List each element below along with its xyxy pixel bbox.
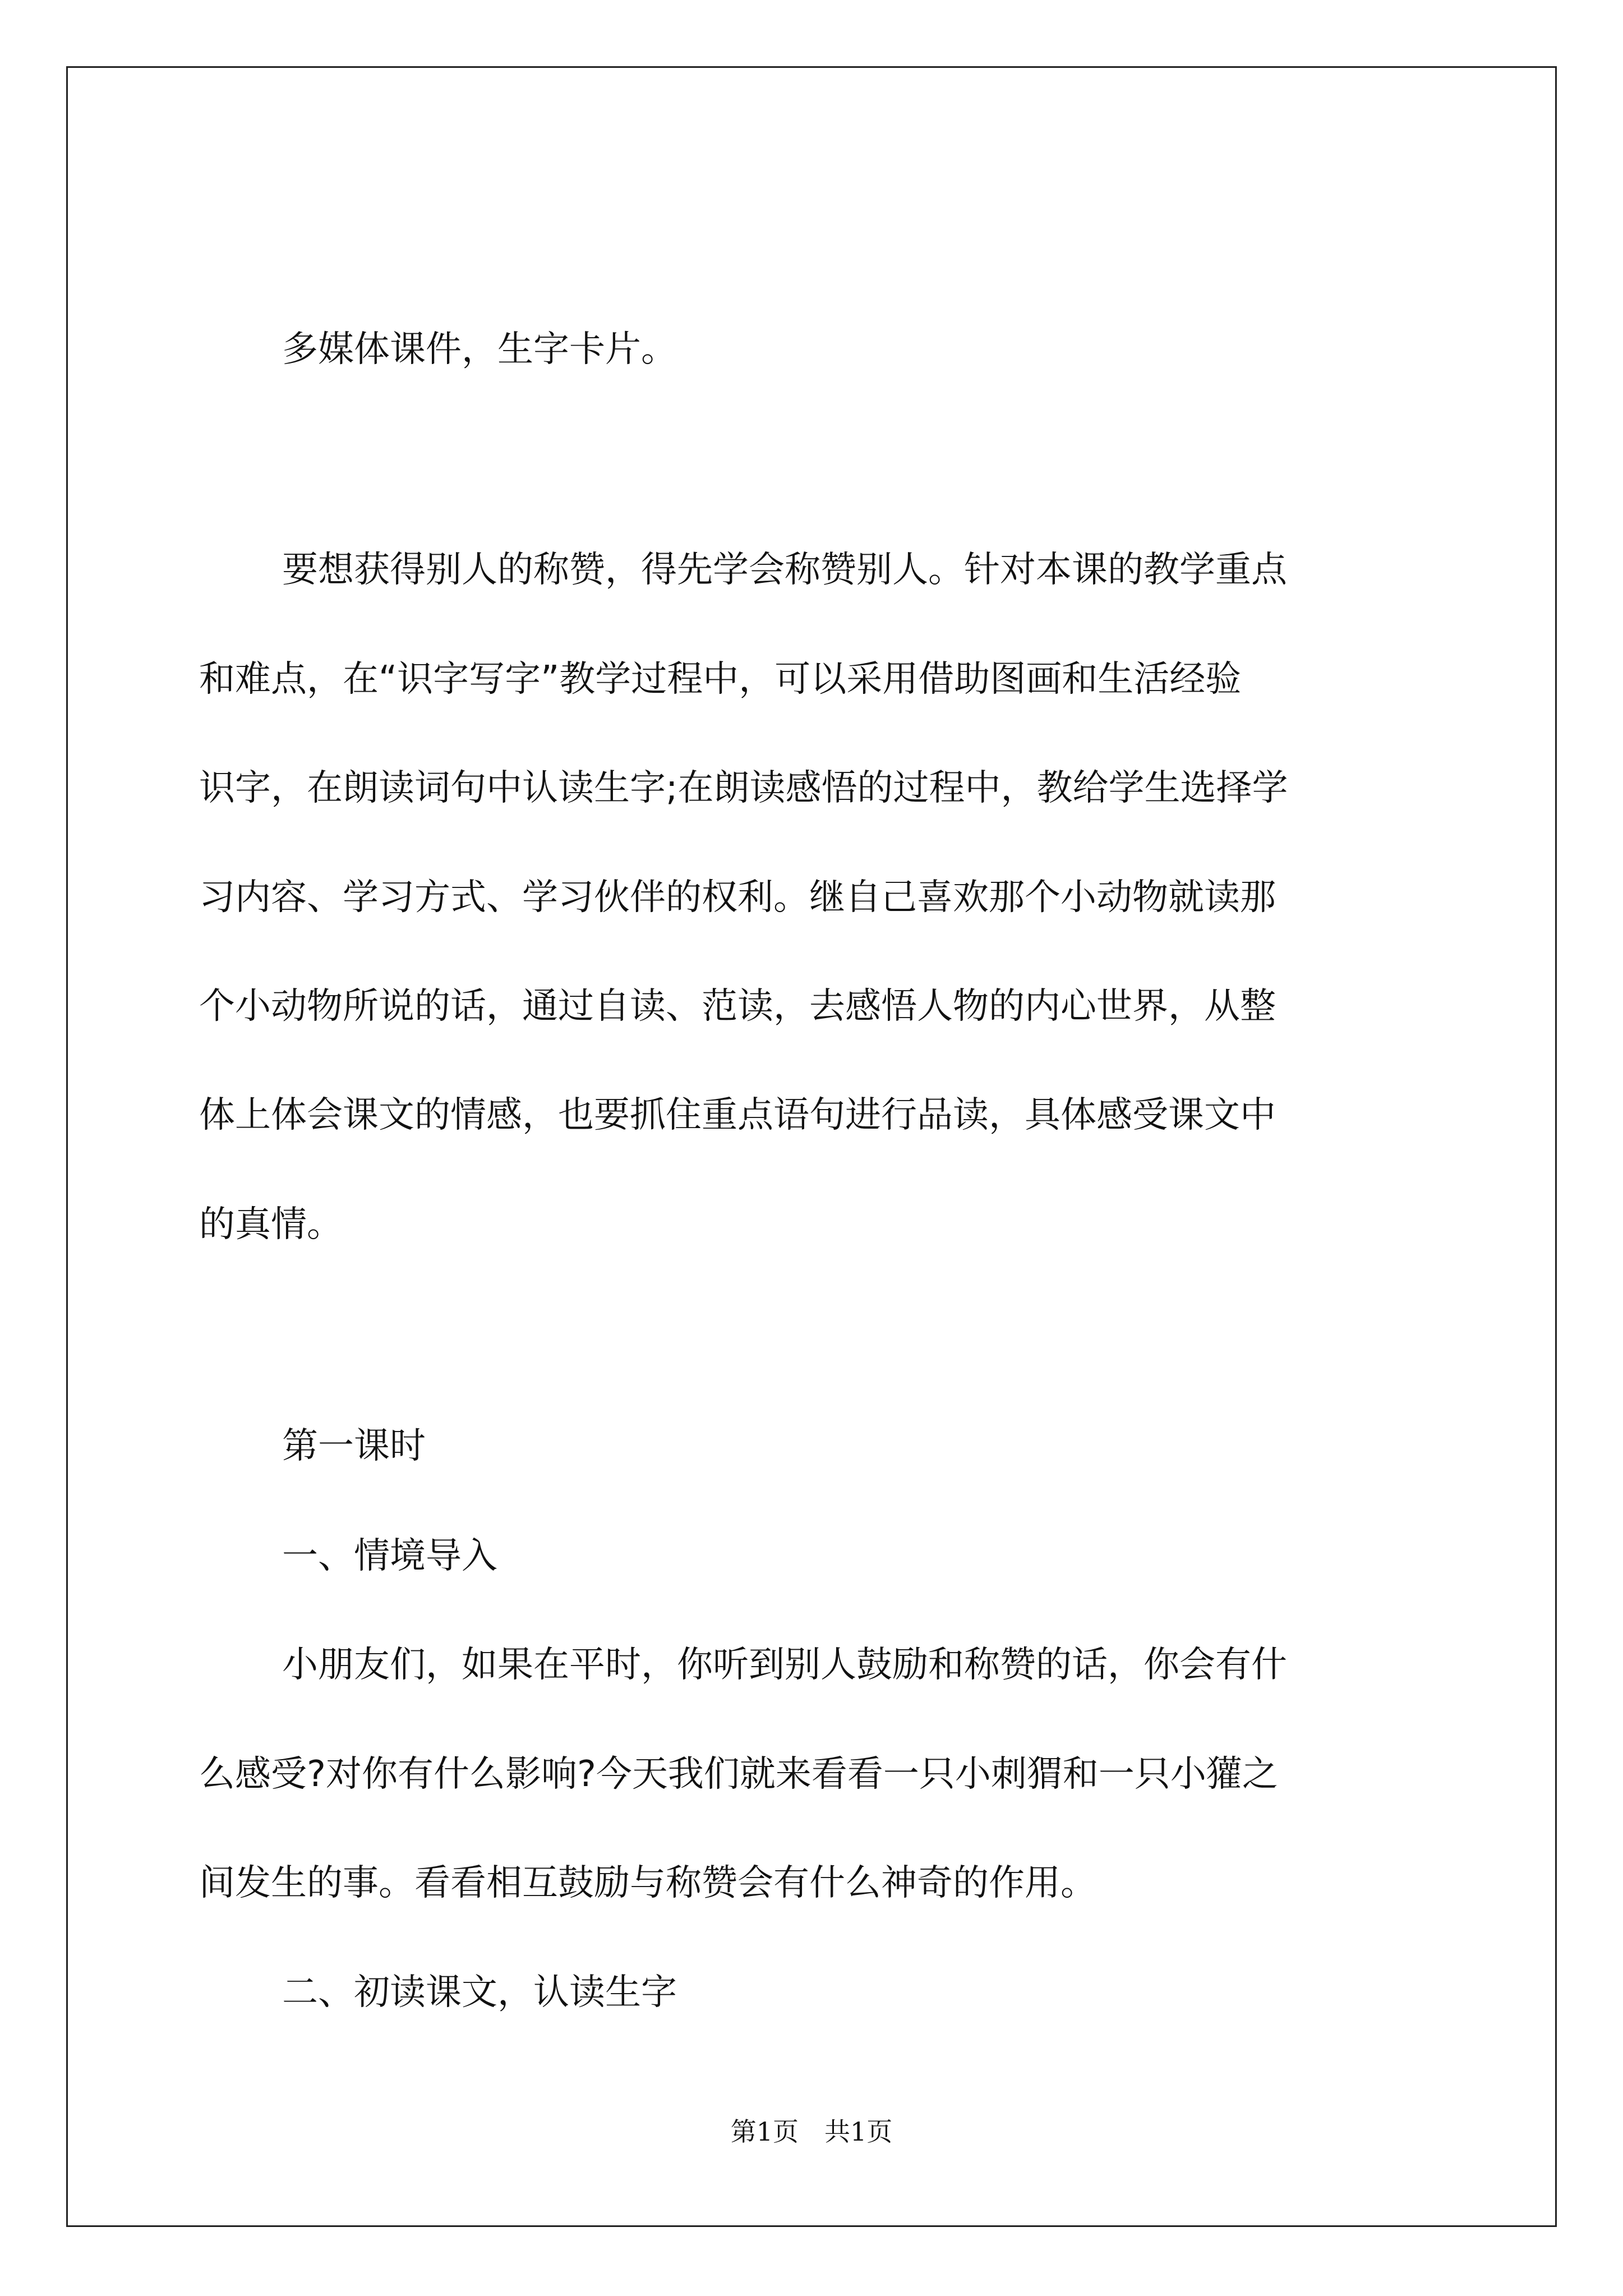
paragraph-design-line-6: 体上体会课文的情感，也要抓住重点语句进行品读，具体感受课文中 xyxy=(199,1094,1276,1136)
paragraph-design-line-2: 和难点，在“识字写字”教学过程中，可以采用借助图画和生活经验 xyxy=(199,659,1242,700)
page-number: 第1页 共1页 xyxy=(730,2116,893,2147)
paragraph-design-line-3: 识字，在朗读词句中认读生字;在朗读感悟的过程中，教给学生选择学 xyxy=(199,767,1288,809)
paragraph-design-line-5: 个小动物所说的话，通过自读、范读，去感悟人物的内心世界，从整 xyxy=(199,986,1276,1027)
paragraph-design-line-1: 要想获得别人的称赞，得先学会称赞别人。针对本课的教学重点 xyxy=(282,549,1287,591)
paragraph-design-line-4: 习内容、学习方式、学习伙伴的权利。继自己喜欢那个小动物就读那 xyxy=(199,877,1276,918)
paragraph-intro-line-2: 么感受?对你有什么影响?今天我们就来看看一只小刺猬和一只小獾之 xyxy=(199,1754,1278,1795)
paragraph-intro-line-1: 小朋友们，如果在平时，你听到别人鼓励和称赞的话，你会有什 xyxy=(282,1644,1287,1686)
paragraph-materials-line-1: 多媒体课件，生字卡片。 xyxy=(282,329,677,370)
lesson-title: 第一课时 xyxy=(282,1425,426,1467)
paragraph-intro-line-3: 间发生的事。看看相互鼓励与称赞会有什么神奇的作用。 xyxy=(199,1862,1096,1904)
paragraph-design-line-7: 的真情。 xyxy=(199,1204,343,1245)
section-heading-2: 二、初读课文，认读生字 xyxy=(282,1972,677,2013)
section-heading-1: 一、情境导入 xyxy=(282,1535,497,1577)
